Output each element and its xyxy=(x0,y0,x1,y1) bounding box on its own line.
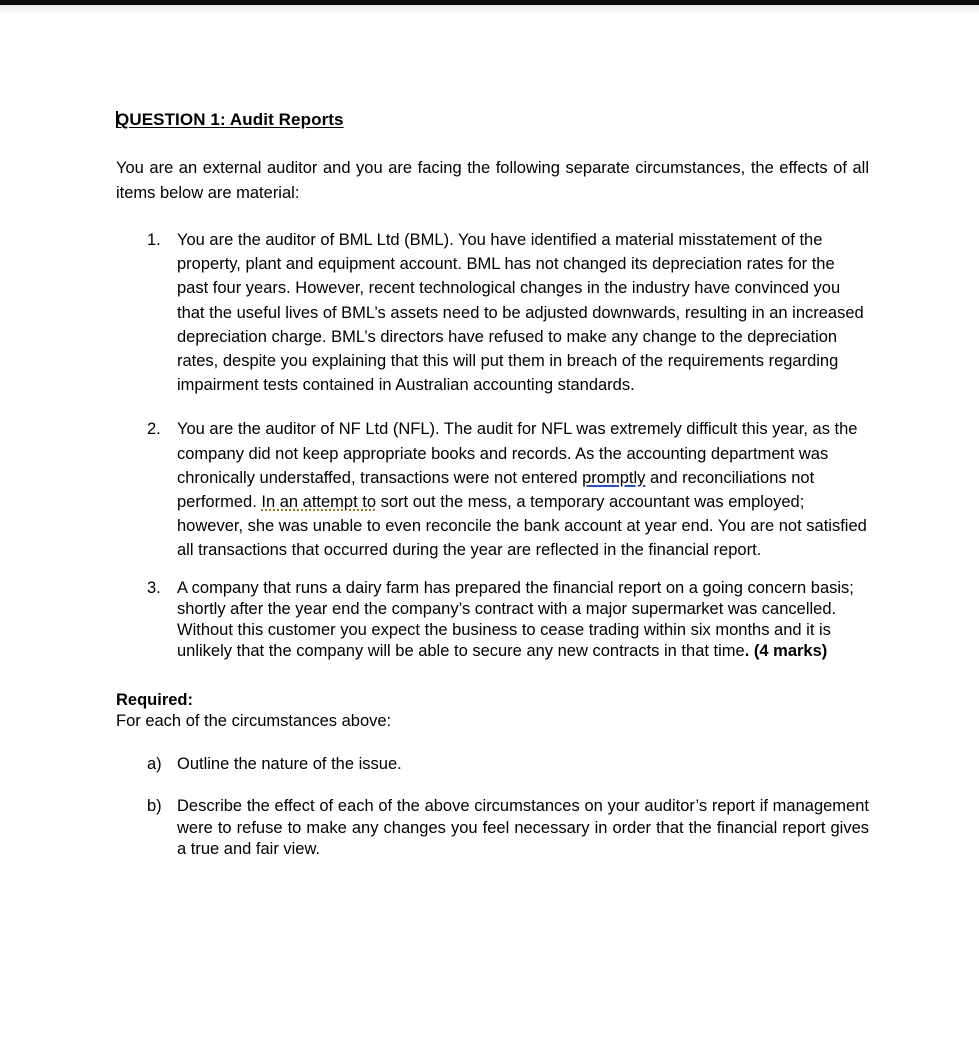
list-item xyxy=(116,578,869,663)
marks-allocation: . (4 marks) xyxy=(744,642,828,661)
list-item xyxy=(116,796,869,861)
list-item-text-segment: You are the auditor of NF Ltd (NFL). The audit for NFL was extremely difficult this year, as the company did not keep appropriate books and records. As the accounting department was chronically understaffed, transactions were not entered xyxy=(177,420,858,487)
grammarcheck-underlined-phrase[interactable]: In an attempt to xyxy=(261,493,377,512)
list-marker: 3. xyxy=(147,578,161,597)
list-marker: b) xyxy=(147,797,162,816)
list-marker: a) xyxy=(147,755,162,774)
list-item-text-segment: and reconciliations not performed. xyxy=(177,468,815,512)
required-subtitle: For each of the circumstances above: xyxy=(116,712,392,731)
list-marker: 2. xyxy=(147,420,161,439)
page-title-text: QUESTION 1: Audit Reports xyxy=(116,110,344,129)
spellcheck-underlined-word[interactable]: promptly xyxy=(582,468,646,487)
window-top-bar-shadow xyxy=(0,5,979,14)
list-marker: 1. xyxy=(147,231,161,249)
list-item-text-segment: A company that runs a dairy farm has prepared the financial report on a going concern basis; shortly after the year end the company’s contract with a major supermarket was cancelled. Without this customer you expect the business to cease trading within six months and it is unlikely that the company will be able to secure any new contracts in that time xyxy=(177,578,854,661)
list-item-text: Describe the effect of each of the above circumstances on your auditor’s report if management were to refuse to make any changes you feel necessary in order that the financial report gives a true and fair view. xyxy=(177,797,869,859)
list-item xyxy=(116,754,869,775)
list-item-text-segment: sort out the mess, a temporary accountant was employed; however, she was unable to even reconcile the bank account at year end. You are not satisfied all transactions that occurred during the year are reflected in the financial report. xyxy=(177,493,867,560)
requirements-list xyxy=(116,754,869,861)
required-heading: Required: xyxy=(116,691,194,710)
list-item xyxy=(116,417,869,562)
list-item-text: Outline the nature of the issue. xyxy=(177,755,402,774)
document-body xyxy=(116,110,869,861)
page-title xyxy=(116,110,869,130)
list-item xyxy=(116,228,869,397)
list-item-text: You are the auditor of BML Ltd (BML). You have identified a material misstatement of the property, plant and equipment account. BML has not changed its depreciation rates for the past four years. However, recent technological changes in the industry have convinced you that the useful lives of BML’s assets need to be adjusted downwards, resulting in an increased depreciation charge. BML’s directors have refused to make any change to the depreciation rates, despite you explaining that this will put them in breach of the requirements regarding impairment tests contained in Australian accounting standards. xyxy=(177,231,864,395)
intro-paragraph: You are an external auditor and you are facing the following separate circumstances, the effects of all items below are material: xyxy=(116,159,869,202)
circumstances-list xyxy=(116,228,869,662)
